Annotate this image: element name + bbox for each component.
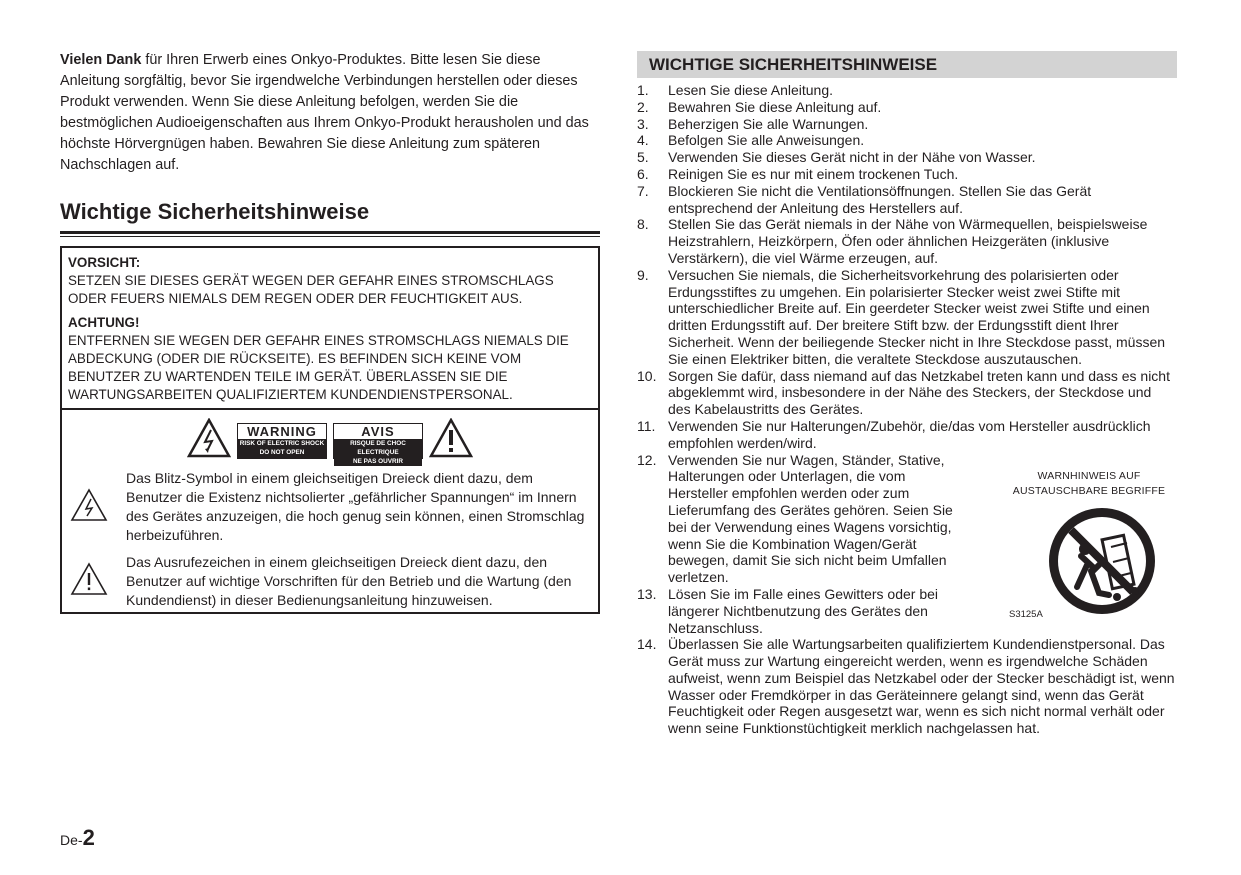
safety-rule-text: Sorgen Sie dafür, dass niemand auf das Netzkabel treten kann und dass es nicht abgeklemmt wird, insbesondere in der Nähe des Steckers, der Steckdose und des Kabelaustritts des Gerätes. [668, 367, 1170, 418]
safety-rule-item [637, 116, 1177, 133]
achtung-text: ENTFERNEN SIE WEGEN DER GEFAHR EINES STROMSCHLAGS NIEMALS DIE ABDECKUNG (ODER DIE RÜCKSEITE). ES BEFINDEN SICH KEINE VOM BENUTZER ZU WARTENDEN TEILE IM GERÄT. ÜBERLASSEN SIE DIE WARTUNGSARBEITEN QUALIFIZIERTEM KUNDENDIENSTPERSONAL. [68, 333, 569, 402]
avis-label [333, 423, 423, 465]
page-footer [60, 825, 95, 851]
exclamation-triangle-icon [429, 418, 473, 463]
vorsicht-text: SETZEN SIE DIESES GERÄT WEGEN DER GEFAHR EINES STROMSCHLAGS ODER FEUERS NIEMALS DEM REGEN ODER DER FEUCHTIGKEIT AUS. [68, 273, 554, 306]
safety-rule-item [637, 82, 1177, 99]
avis-label-sub2: NE PAS OUVRIR [353, 457, 403, 465]
section-title: Wichtige Sicherheitshinweise [60, 199, 370, 224]
safety-rule-text: Befolgen Sie alle Anweisungen. [668, 132, 865, 149]
safety-rule-item [637, 183, 1177, 217]
safety-rule-item [637, 368, 1177, 418]
safety-rule-item [637, 149, 1177, 166]
safety-rule-number: 10. [637, 367, 657, 384]
safety-rule-list [637, 82, 1177, 737]
exclamation-explanation [62, 553, 598, 612]
safety-rule-number: 6. [637, 165, 649, 182]
safety-rule-text: Stellen Sie das Gerät niemals in der Nähe von Wärmequellen, beispielsweise Heizstrahlern, Heizkörpern, Öfen oder ähnlichen Heizgeräten (inklusive Verstärkern), die viel Wärme erzeugen, auf. [668, 216, 1148, 266]
caution-box [60, 246, 600, 614]
safety-rule-text: Überlassen Sie alle Wartungsarbeiten qualifiziertem Kundendienstpersonal. Das Gerät muss zur Wartung eingereicht werden, wenn es irgendwelche Schäden aufweist, wenn zum Beispiel das Netzkabel oder der Stecker beschädigt ist, wenn Wasser oder Fremdkörper in das Geräteinnere gelangt sind, wenn das Gerät Feuchtigkeit oder Regen ausgesetzt war, wenn es sich nicht normal verhält oder wenn seine Funktionstüchtigkeit merklich nachgelassen hat. [668, 636, 1175, 737]
lightning-small-icon [70, 488, 108, 527]
cart-tipover-icon [1047, 507, 1157, 624]
safety-rule-item [637, 132, 1177, 149]
warning-label [237, 423, 327, 459]
avis-label-title: AVIS [361, 423, 395, 439]
safety-rule-item [637, 99, 1177, 116]
exclamation-small-icon [70, 562, 108, 601]
lightning-explanation [62, 469, 598, 553]
page-number: 2 [82, 825, 95, 850]
safety-rule-item [637, 166, 1177, 183]
safety-rule-text: Versuchen Sie niemals, die Sicherheitsvorkehrung des polarisierten oder Erdungsstiftes zu umgehen. Ein polarisierter Stecker weist zwei Stifte mit unterschiedlicher Breite auf. Ein geerdeter Stecker weist zwei Stifte und einen dritten Erdungsstift auf. Der breitere Stift bzw. der Erdungsstift dient Ihrer Sicherheit. Wenn der beiliegende Stecker nicht in Ihre Steckdose passt, müssen Sie einen Elektriker bitten, die veraltete Steckdose auszutauschen. [668, 266, 1166, 367]
title-rule-thin [60, 236, 600, 237]
safety-rule-text: Verwenden Sie dieses Gerät nicht in der Nähe von Wasser. [668, 149, 1036, 166]
achtung-label: ACHTUNG! [68, 315, 140, 330]
safety-rule-number: 12. [637, 451, 657, 468]
safety-rule-item [637, 586, 967, 636]
safety-rule-text: Bewahren Sie diese Anleitung auf. [668, 98, 882, 115]
safety-rule-number: 13. [637, 585, 657, 602]
intro-text: für Ihren Erwerb eines Onkyo-Produktes. Bitte lesen Sie diese Anleitung sorgfältig, bevor Sie irgendwelche Verbindungen herstellen oder dieses Produkt verwenden. Wenn Sie diese Anleitung befolgen, werden Sie die bestmöglichen Audioeigenschaften aus Ihrem Onkyo-Produkt herausholen und das höchste Hörvergnügen haben. Bewahren Sie diese Anleitung zum späteren Nachschlagen auf. [60, 52, 589, 173]
safety-rule-text: Verwenden Sie nur Wagen, Ständer, Stative, Halterungen oder Unterlagen, die vom Hersteller empfohlen werden oder zum Lieferumfang des Gerätes gehören. Seien Sie bei der Verwendung eines Wagens vorsichtig, wenn Sie die Kombination Wagen/Gerät bewegen, damit Sie sich nicht beim Umfallen verletzen. [668, 451, 953, 586]
safety-rule-text: Verwenden Sie nur Halterungen/Zubehör, die/das vom Hersteller ausdrücklich empfohlen werden/wird. [668, 417, 1151, 451]
safety-rule-number: 9. [637, 266, 649, 283]
safety-rule-number: 7. [637, 182, 649, 199]
safety-rule-item [637, 636, 1177, 737]
safety-rule-number: 4. [637, 132, 649, 149]
cart-caption-line2: AUSTAUSCHBARE BEGRIFFE [1012, 485, 1166, 497]
intro-paragraph [60, 50, 600, 176]
warning-label-sub2: DO NOT OPEN [259, 449, 305, 456]
safety-rule-number: 8. [637, 216, 649, 233]
warning-label-title: WARNING [247, 423, 317, 439]
title-rule [60, 231, 600, 234]
safety-rule-text: Reinigen Sie es nur mit einem trockenen Tuch. [668, 165, 959, 182]
cart-caption [997, 469, 1181, 499]
intro-lead: Vielen Dank [60, 52, 142, 68]
safety-rule-item [637, 418, 1177, 452]
safety-rule-number: 3. [637, 115, 649, 132]
cart-code: S3125A [1009, 609, 1043, 620]
safety-rule-number: 14. [637, 636, 657, 653]
safety-rule-item [637, 452, 967, 586]
cart-caption-line1: WARNHINWEIS AUF [1037, 470, 1141, 482]
safety-rule-number: 2. [637, 98, 649, 115]
lightning-explanation-text: Das Blitz-Symbol in einem gleichseitigen Dreieck dient dazu, dem Benutzer die Existenz nichtsolierter „gefährlicher Spannungen“ im Innern des Gerätes anzuzeigen, die hoch genug sein können, einen Stromschlag herbeizuführen. [126, 470, 585, 543]
safety-rule-text: Beherzigen Sie alle Warnungen. [668, 115, 869, 132]
page-prefix: De- [60, 832, 83, 848]
caution-text-block [62, 248, 598, 408]
safety-rule-number: 5. [637, 149, 649, 166]
safety-rule-item [637, 216, 1177, 266]
safety-rule-item [637, 267, 1177, 368]
safety-rule-text: Lösen Sie im Falle eines Gewitters oder bei längerer Nichtbenutzung des Gerätes den Netzanschluss. [668, 585, 939, 636]
exclamation-explanation-text: Das Ausrufezeichen in einem gleichseitigen Dreieck dient dazu, den Benutzer auf wichtige Vorschriften für den Betrieb und die Wartung (den Kundendienst) in dieser Bedienungsanleitung hinzuweisen. [126, 554, 572, 608]
avis-label-sub1: RISQUE DE CHOC ELECTRIQUE [350, 439, 406, 456]
left-column [60, 50, 600, 614]
safety-rule-number: 1. [637, 82, 649, 98]
safety-rule-number: 11. [637, 417, 656, 434]
lightning-triangle-icon [187, 418, 231, 463]
safety-rule-text: Lesen Sie diese Anleitung. [668, 82, 834, 98]
warning-label-sub1: RISK OF ELECTRIC SHOCK [239, 440, 325, 447]
warning-symbol-row [62, 410, 598, 469]
safety-rule-text: Blockieren Sie nicht die Ventilationsöffnungen. Stellen Sie das Gerät entsprechend der Anleitung des Herstellers auf. [668, 182, 1092, 216]
cart-warning-figure [997, 469, 1181, 620]
safety-header: WICHTIGE SICHERHEITSHINWEISE [637, 51, 1177, 78]
vorsicht-label: VORSICHT: [68, 255, 141, 270]
right-column [637, 51, 1177, 737]
